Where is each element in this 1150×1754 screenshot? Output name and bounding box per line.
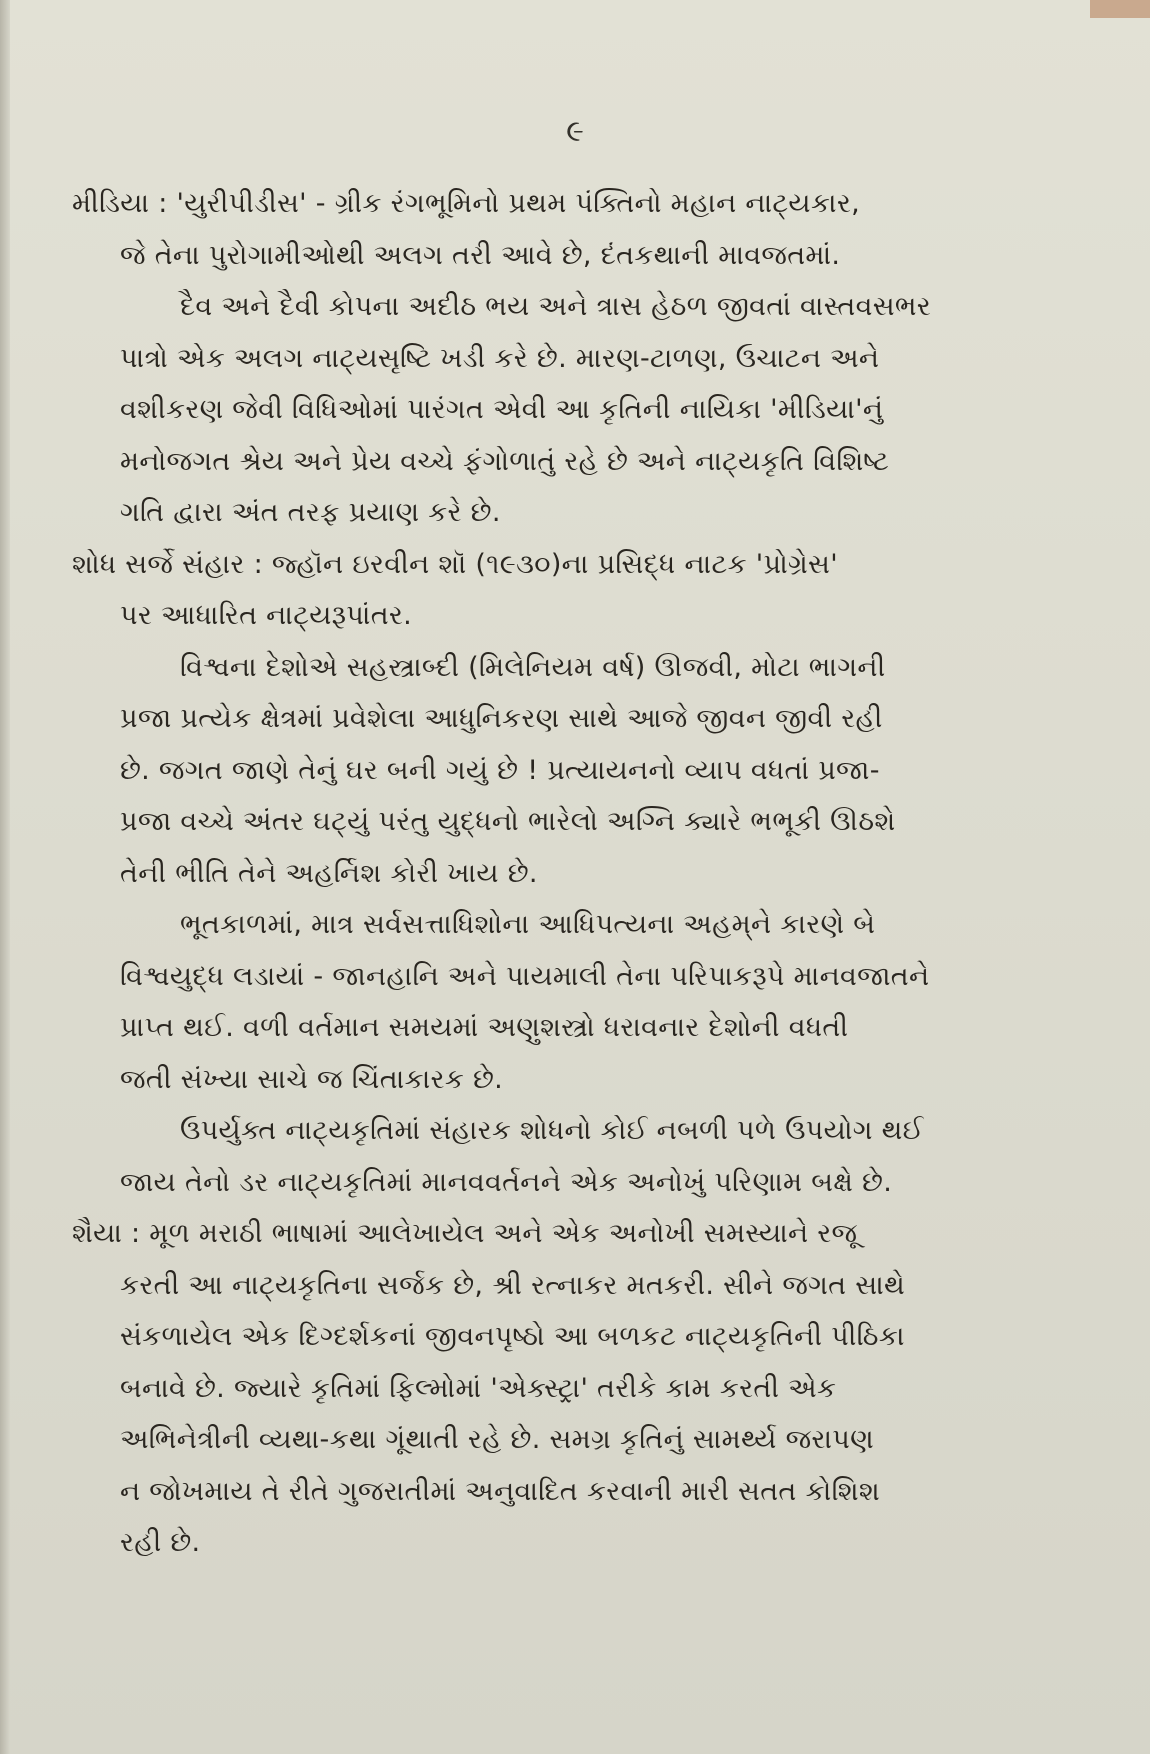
paragraph-line: પ્રજા વચ્ચે અંતર ઘટ્યું પરંતુ યુદ્ધનો ભારેલો અગ્નિ ક્યારે ભભૂકી ઊઠશે bbox=[120, 806, 896, 837]
paragraph-line: ભૂતકાળમાં, માત્ર સર્વસત્તાધિશોના આધિપત્યના અહમ્‌ને કારણે બે bbox=[180, 909, 876, 940]
entry-continuation-line: પર આધારિત નાટ્યરૂપાંતર. bbox=[120, 600, 413, 631]
paragraph-line: વિશ્વના દેશોએ સહસ્ત્રાબ્દી (મિલેનિયમ વર્ષ) ઊજવી, મોટા ભાગની bbox=[180, 651, 886, 683]
paragraph-line: પ્રજા પ્રત્યેક ક્ષેત્રમાં પ્રવેશેલા આધુનિકરણ સાથે આજે જીવન જીવી રહી bbox=[120, 703, 883, 734]
paragraph-line: પ્રાપ્ત થઈ. વળી વર્તમાન સમયમાં અણુશસ્ત્રો ધરાવનાર દેશોની વધતી bbox=[120, 1012, 849, 1043]
entry-continuation-line: અભિનેત્રીની વ્યથા-કથા ગૂંથાતી રહે છે. સમગ્ર કૃતિનું સામર્થ્ય જરાપણ bbox=[120, 1424, 874, 1455]
paragraph-line: તેની ભીતિ તેને અહર્નિશ કોરી ખાય છે. bbox=[120, 857, 538, 889]
paragraph-line: જતી સંખ્યા સાચે જ ચિંતાકારક છે. bbox=[120, 1063, 504, 1095]
paragraph-line: ઉપર્યુક્ત નાટ્યકૃતિમાં સંહારક શોધનો કોઈ નબળી પળે ઉપયોગ થઈ bbox=[180, 1115, 924, 1146]
paragraph-line: પાત્રો એક અલગ નાટ્યસૃષ્ટિ ખડી કરે છે. મારણ-ટાળણ, ઉચાટન અને bbox=[120, 342, 880, 374]
page-body bbox=[72, 178, 1062, 1569]
entry-continuation-line: કરતી આ નાટ્યકૃતિના સર્જક છે, શ્રી રત્નાકર મતકરી. સીને જગત સાથે bbox=[120, 1269, 906, 1301]
paragraph-line: વિશ્વયુદ્ધ લડાયાં - જાનહાનિ અને પાયમાલી તેના પરિપાકરૂપે માનવજાતને bbox=[120, 960, 930, 992]
entry-continuation-line: બનાવે છે. જ્યારે કૃતિમાં ફિલ્મોમાં 'એક્સ્ટ્રા' તરીકે કામ કરતી એક bbox=[120, 1372, 837, 1404]
paragraph-line: જાય તેનો ડર નાટ્યકૃતિમાં માનવવર્તનને એક અનોખું પરિણામ બક્ષે છે. bbox=[120, 1166, 893, 1198]
entry-continuation-line: જે તેના પુરોગામીઓથી અલગ તરી આવે છે, દંતકથાની માવજતમાં. bbox=[120, 239, 841, 271]
page-number: ૯ bbox=[566, 114, 584, 149]
entry-medea bbox=[72, 178, 1062, 539]
entry-shaiya bbox=[72, 1208, 1062, 1569]
entry-heading-line: શૈયા : મૂળ મરાઠી ભાષામાં આલેખાયેલ અને એક અનોખી સમસ્યાને રજૂ bbox=[72, 1218, 858, 1249]
entry-continuation-line: સંકળાયેલ એક દિગ્દર્શકનાં જીવનપૃષ્ઠો આ બળકટ નાટ્યકૃતિની પીઠિકા bbox=[120, 1321, 905, 1352]
entry-continuation-line: ન જોખમાય તે રીતે ગુજરાતીમાં અનુવાદિત કરવાની મારી સતત કોશિશ bbox=[120, 1475, 880, 1507]
page-corner-edge bbox=[1090, 0, 1150, 18]
paragraph-line: ગતિ દ્વારા અંત તરફ પ્રયાણ કરે છે. bbox=[120, 497, 501, 528]
paragraph-line: મનોજગત શ્રેય અને પ્રેય વચ્ચે ફંગોળાતું રહે છે અને નાટ્યકૃતિ વિશિષ્ટ bbox=[120, 445, 890, 477]
paragraph-line: છે. જગત જાણે તેનું ઘર બની ગયું છે ! પ્રત્યાયનનો વ્યાપ વધતાં પ્રજા- bbox=[120, 754, 880, 786]
paragraph-line: વશીકરણ જેવી વિધિઓમાં પારંગત એવી આ કૃતિની નાયિકા 'મીડિયા'નું bbox=[120, 394, 884, 425]
entry-heading-line: મીડિયા : 'યુરીપીડીસ' - ગ્રીક રંગભૂમિનો પ્રથમ પંક્તિનો મહાન નાટ્યકાર, bbox=[72, 188, 860, 219]
page-binding-edge bbox=[0, 0, 10, 1754]
entry-continuation-line: રહી છે. bbox=[120, 1527, 201, 1558]
entry-heading-line: શોધ સર્જે સંહાર : જ્હૉન ઇરવીન શૉ (૧૯૩૦)ના પ્રસિદ્ધ નાટક 'પ્રોગ્રેસ' bbox=[72, 548, 838, 580]
paragraph-line: દૈવ અને દૈવી કોપના અદીઠ ભય અને ત્રાસ હેઠળ જીવતાં વાસ્તવસભર bbox=[180, 291, 932, 322]
entry-shodh-sarje-sanhar bbox=[72, 539, 1062, 1209]
